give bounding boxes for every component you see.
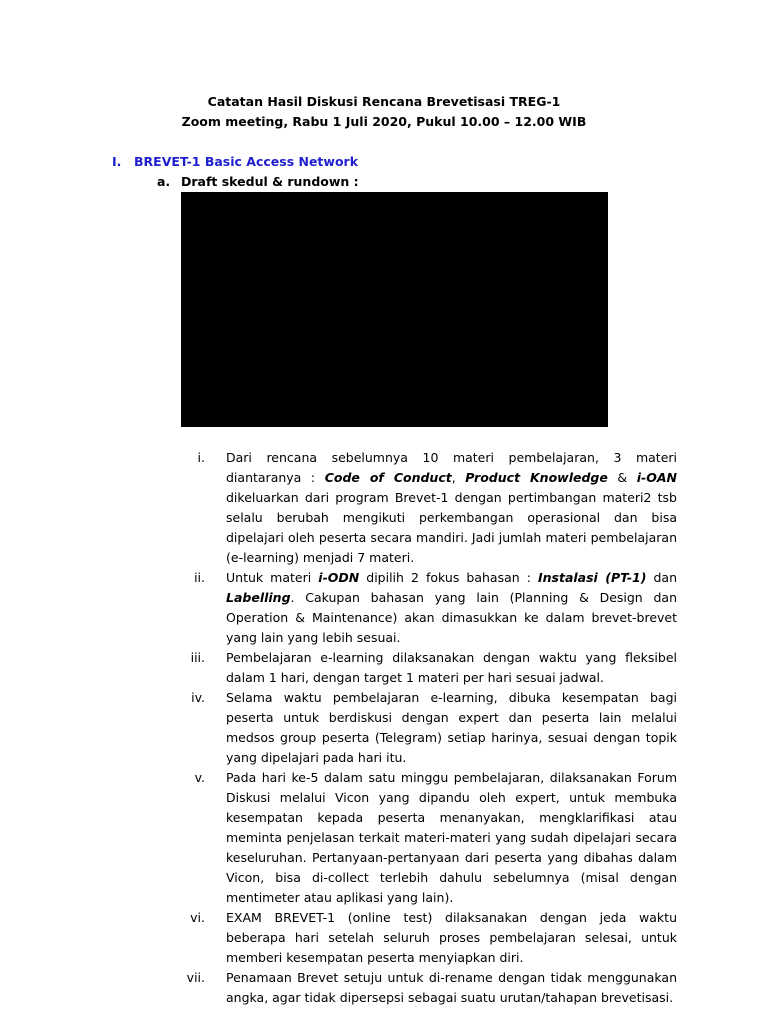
subsection-heading bbox=[157, 172, 359, 192]
list-item-number: vi. bbox=[190, 910, 205, 925]
title-line-2: Zoom meeting, Rabu 1 Juli 2020, Pukul 10.00 – 12.00 WIB bbox=[181, 114, 587, 129]
list-item-text bbox=[226, 568, 677, 648]
emphasis-text: Labelling bbox=[226, 590, 291, 605]
section-heading bbox=[112, 152, 358, 172]
document-title bbox=[0, 92, 768, 132]
list-item-text bbox=[226, 688, 677, 768]
body-text: , bbox=[451, 470, 466, 485]
body-text: Dari rencana sebelumnya 10 materi pembelajaran, 3 materi diantaranya : bbox=[226, 450, 677, 485]
body-text: Pembelajaran e-learning dilaksanakan dengan waktu yang fleksibel dalam 1 hari, dengan target 1 materi per hari sesuai jadwal. bbox=[226, 650, 677, 685]
list-item bbox=[0, 648, 768, 688]
list-item bbox=[0, 908, 768, 968]
list-item-text bbox=[226, 968, 677, 1008]
body-text: & bbox=[607, 470, 637, 485]
body-text: dan bbox=[646, 570, 677, 585]
list-item bbox=[0, 968, 768, 1008]
list-item-number: vii. bbox=[186, 970, 205, 985]
body-text: dikeluarkan dari program Brevet-1 dengan pertimbangan materi2 tsb selalu berubah mengikuti perkembangan operasional dan bisa dipelajari oleh peserta secara mandiri. Jadi jumlah materi pembelajaran (e-learning) menjadi 7 materi. bbox=[226, 490, 677, 565]
body-text: Pada hari ke-5 dalam satu minggu pembelajaran, dilaksanakan Forum Diskusi melalui Vicon yang dipandu oleh expert, untuk membuka kesempatan kepada peserta menanyakan, mengklarifikasi atau meminta penjelasan terkait materi-materi yang sudah dipelajari secara keseluruhan. Pertanyaan-pertanyaan dari peserta yang dibahas dalam Vicon, bisa di-collect terlebih dahulu sebelumnya (misal dengan mentimeter atau aplikasi yang lain). bbox=[226, 770, 677, 905]
emphasis-text: Code of Conduct bbox=[324, 470, 452, 485]
section-number: I. bbox=[112, 154, 122, 169]
redacted-image bbox=[181, 192, 608, 427]
list-item bbox=[0, 568, 768, 648]
list-item-number: iii. bbox=[190, 650, 205, 665]
body-text: dipilih 2 fokus bahasan : bbox=[359, 570, 538, 585]
emphasis-text: Product Knowledge bbox=[465, 470, 608, 485]
body-text: Penamaan Brevet setuju untuk di-rename dengan tidak menggunakan angka, agar tidak dipersepsi sebagai suatu urutan/tahapan brevetisasi. bbox=[226, 970, 677, 1005]
subsection-title: Draft skedul & rundown : bbox=[181, 174, 359, 189]
body-text: Untuk materi bbox=[226, 570, 319, 585]
subsection-number: a. bbox=[157, 174, 171, 189]
section-title: BREVET-1 Basic Access Network bbox=[134, 154, 359, 169]
roman-list bbox=[0, 448, 768, 1008]
body-text: Selama waktu pembelajaran e-learning, dibuka kesempatan bagi peserta untuk berdiskusi dengan expert dan peserta lain melalui medsos group peserta (Telegram) setiap harinya, sesuai dengan topik yang dipelajari pada hari itu. bbox=[226, 690, 677, 765]
emphasis-text: Instalasi (PT-1) bbox=[537, 570, 647, 585]
list-item-text bbox=[226, 448, 677, 568]
list-item bbox=[0, 768, 768, 908]
list-item-text bbox=[226, 648, 677, 688]
list-item-text bbox=[226, 908, 677, 968]
title-line-1: Catatan Hasil Diskusi Rencana Brevetisasi TREG-1 bbox=[207, 94, 561, 109]
list-item-text bbox=[226, 768, 677, 908]
list-item-number: i. bbox=[197, 450, 205, 465]
emphasis-text: i-OAN bbox=[636, 470, 677, 485]
body-text: . Cakupan bahasan yang lain (Planning & Design dan Operation & Maintenance) akan dimasukkan ke dalam brevet-brevet yang lain yang lebih sesuai. bbox=[226, 590, 677, 645]
list-item bbox=[0, 448, 768, 568]
list-item-number: ii. bbox=[194, 570, 205, 585]
list-item-number: iv. bbox=[191, 690, 205, 705]
emphasis-text: i-ODN bbox=[318, 570, 360, 585]
list-item bbox=[0, 688, 768, 768]
body-text: EXAM BREVET-1 (online test) dilaksanakan dengan jeda waktu beberapa hari setelah seluruh proses pembelajaran selesai, untuk memberi kesempatan peserta menyiapkan diri. bbox=[226, 910, 677, 965]
list-item-number: v. bbox=[194, 770, 205, 785]
